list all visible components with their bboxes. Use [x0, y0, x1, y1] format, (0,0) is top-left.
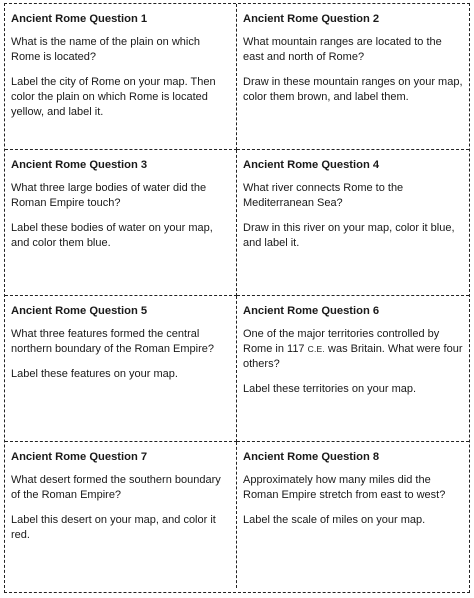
card-title: Ancient Rome Question 2 [243, 13, 380, 25]
question-card-2 [237, 4, 469, 150]
question-card-1 [5, 4, 237, 150]
card-question: What mountain ranges are located to the east and north of Rome? [243, 36, 442, 63]
card-instruction: Label the city of Rome on your map. Then color the plain on which Rome is located yellow, and label it. [11, 76, 216, 118]
card-question [243, 327, 463, 372]
card-instruction: Label this desert on your map, and color it red. [11, 514, 216, 541]
question-text-part-2: was Britain. What were four others? [243, 343, 463, 370]
question-card-sheet [4, 3, 470, 593]
question-card-5 [5, 296, 237, 442]
card-title: Ancient Rome Question 1 [11, 13, 148, 25]
card-question: What river connects Rome to the Mediterranean Sea? [243, 182, 404, 209]
question-card-7 [5, 442, 237, 588]
card-title: Ancient Rome Question 8 [243, 451, 380, 463]
question-text-part-1: One of the major territories controlled by Rome in 117 [243, 328, 440, 355]
card-instruction: Label the scale of miles on your map. [243, 514, 426, 526]
question-card-3 [5, 150, 237, 296]
card-instruction: Draw in this river on your map, color it blue, and label it. [243, 222, 455, 249]
card-instruction: Draw in these mountain ranges on your map, color them brown, and label them. [243, 76, 463, 103]
question-card-8 [237, 442, 469, 588]
card-question: Approximately how many miles did the Roman Empire stretch from east to west? [243, 474, 446, 501]
card-title: Ancient Rome Question 4 [243, 159, 380, 171]
question-card-6 [237, 296, 469, 442]
card-instruction: Label these territories on your map. [243, 383, 417, 395]
card-title: Ancient Rome Question 6 [243, 305, 380, 317]
card-title: Ancient Rome Question 3 [11, 159, 148, 171]
card-question: What is the name of the plain on which Rome is located? [11, 36, 200, 63]
card-title: Ancient Rome Question 5 [11, 305, 148, 317]
card-question: What three features formed the central northern boundary of the Roman Empire? [11, 328, 215, 355]
card-instruction: Label these bodies of water on your map, and color them blue. [11, 222, 213, 249]
era-abbreviation: C.E. [307, 344, 325, 354]
card-instruction: Label these features on your map. [11, 368, 178, 380]
card-question: What three large bodies of water did the Roman Empire touch? [11, 182, 207, 209]
card-title: Ancient Rome Question 7 [11, 451, 148, 463]
question-card-4 [237, 150, 469, 296]
card-question: What desert formed the southern boundary of the Roman Empire? [11, 474, 221, 501]
